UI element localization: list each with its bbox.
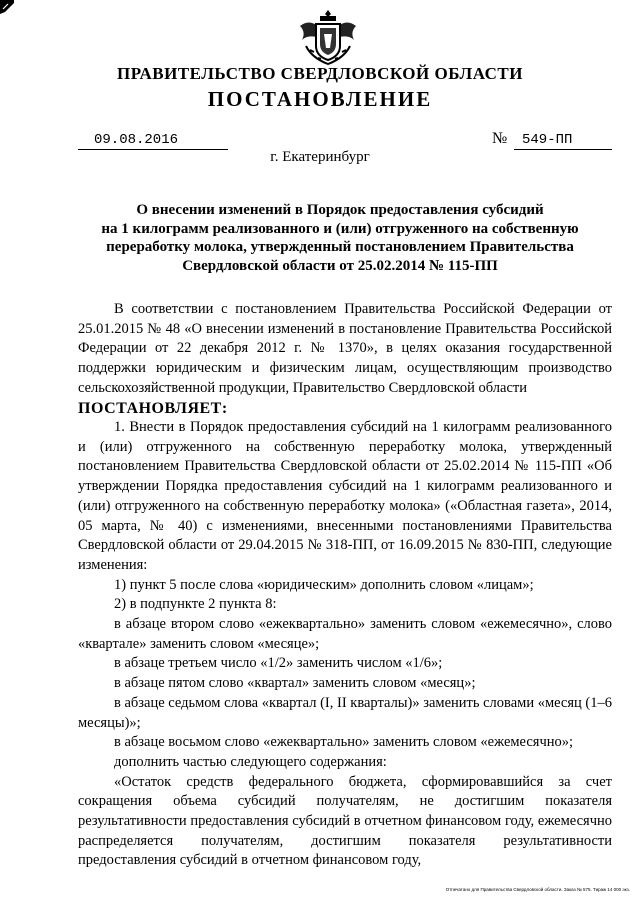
amendment-paragraph: в абзаце пятом слово «квартал» заменить словом «месяц»; <box>114 675 476 692</box>
subitem-1: 1) пункт 5 после слова «юридическим» дополнить словом «лицам»; <box>114 576 534 593</box>
corner-mark-icon <box>0 0 14 14</box>
document-date: 09.08.2016 <box>78 132 228 150</box>
decree-word: ПОСТАНОВЛЯЕТ: <box>78 399 228 417</box>
heading-line: О внесении изменений в Порядок предоставления субсидий <box>136 202 544 218</box>
item-1-paragraph: 1. Внести в Порядок предоставления субсидий на 1 килограмм реализованного и (или) отгруженного на собственную переработку молока, утвержденный постановлением Правительства Свердловской области от 25.02.2014 № 115-ПП «Об утверждении Порядка предоставления субсидий на 1 килограмм реализованного и (или) отгруженного на собственную переработку молока» («Областная газета», 2014, 05 марта, № 40) с изменениями, внесенными постановлениями Правительства Свердловской области от 29.04.2015 № 318-ПП, от 16.09.2015 № 830-ПП, следующие изменения: <box>78 419 612 573</box>
document-number: 549-ПП <box>514 132 612 150</box>
document-city: г. Екатеринбург <box>270 149 370 165</box>
print-footer: Отпечатано для Правительства Свердловской области. Заказ № 575. Тираж 14 000 экз. <box>445 887 630 892</box>
document-type: ПОСТАНОВЛЕНИЕ <box>207 87 433 111</box>
amendment-paragraph: в абзаце втором слово «ежеквартально» заменить словом «ежемесячно», слово «квартале» заменить словом «месяце»; <box>78 616 612 652</box>
heading-line: Свердловской области от 25.02.2014 № 115-ПП <box>182 257 498 274</box>
coat-of-arms-icon <box>296 8 360 68</box>
document-body <box>78 300 612 871</box>
amendment-paragraph: в абзаце седьмом слова «квартал (I, II кварталы)» заменить словами «месяц (1–6 месяцы)»; <box>78 694 612 731</box>
heading-line: переработку молока, утвержденный постановлением Правительства <box>106 239 574 255</box>
subitem-2: 2) в подпункте 2 пункта 8: <box>114 596 277 613</box>
amendment-paragraph: дополнить частью следующего содержания: <box>114 753 387 770</box>
amendment-paragraph: в абзаце восьмом слово «ежеквартально» заменить словом «ежемесячно»; <box>114 734 574 751</box>
document-heading <box>80 201 600 275</box>
quoted-paragraph: «Остаток средств федерального бюджета, сформировавшийся за счет сокращения объема субсидий получателям, не достигшим показателя результативности предоставления субсидий в отчетном финансовом году, ежемесячно распределяется получателям, достигшим показателя результативности предоставления субсидий в отчетном финансовом году, <box>78 773 612 869</box>
amendment-paragraph: в абзаце третьем число «1/2» заменить числом «1/6»; <box>114 655 443 672</box>
preamble-paragraph: В соответствии с постановлением Правительства Российской Федерации от 25.01.2015 № 48 «О внесении изменений в постановление Правительства Российской Федерации от 22 декабря 2012 г. № 1370», в целях оказания государственной поддержки юридическим и физическим лицам, осуществляющим производство сельскохозяйственной продукции, Правительство Свердловской области <box>78 301 612 396</box>
heading-line: на 1 килограмм реализованного и (или) отгруженного на собственную <box>101 220 579 237</box>
government-name: ПРАВИТЕЛЬСТВО СВЕРДЛОВСКОЙ ОБЛАСТИ <box>117 64 523 83</box>
number-label: № <box>492 130 508 147</box>
